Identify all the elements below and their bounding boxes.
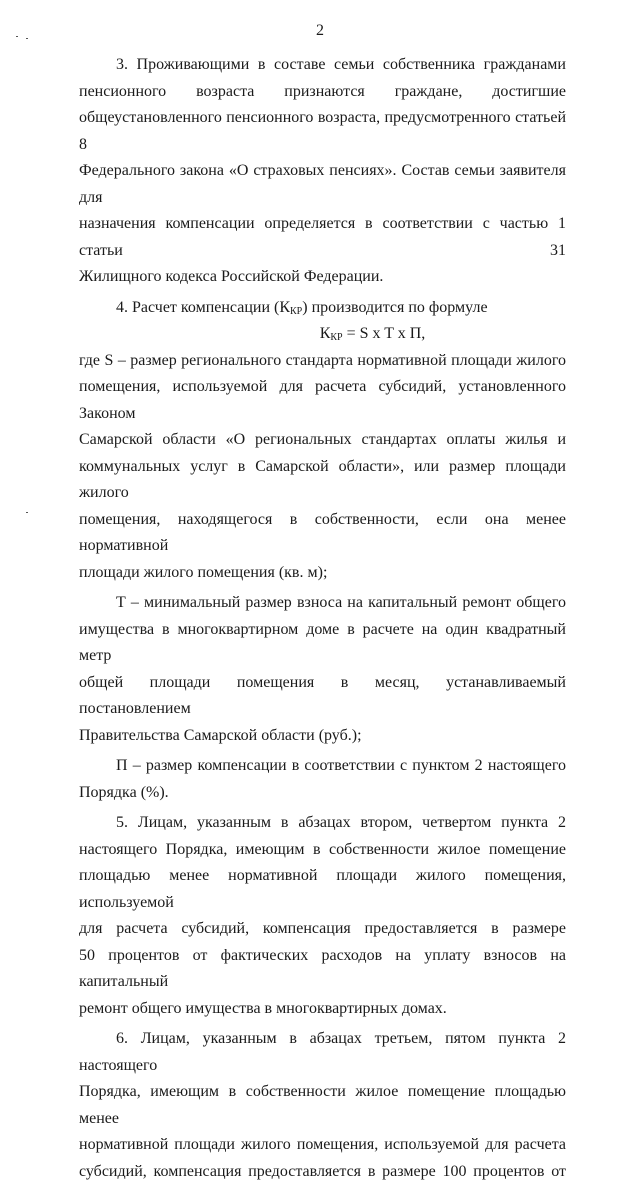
text-line: Федерального закона «О страховых пенсиях». Состав семьи заявителя для [79,158,566,211]
definition-p [79,753,566,806]
paragraph-6 [79,1026,566,1185]
text-line: для расчета субсидий, компенсация предоставляется в размере [79,916,566,943]
formula-intro-text: 4. Расчет компенсации (К [116,299,290,316]
text-line: 6. Лицам, указанным в абзацах третьем, пятом пункта 2 настоящего [79,1026,566,1079]
definition-t [79,590,566,749]
definition-s [79,348,566,587]
text-line: назначения компенсации определяется в соответствии с частью 1 статьи 31 [79,211,566,264]
text-line: ремонт общего имущества в многоквартирных домах. [79,996,566,1023]
text-line: имущества в многоквартирном доме в расчете на один квадратный метр [79,617,566,670]
formula-k: К [320,325,331,342]
text-line: коммунальных услуг в Самарской области», или размер площади жилого [79,454,566,507]
text-line: нормативной площади жилого помещения, используемой для расчета [79,1132,566,1159]
text-line: Порядка (%). [79,780,566,807]
paragraph-3 [79,52,566,291]
formula [79,321,566,348]
formula-intro [79,295,566,322]
page-number: 2 [0,22,640,40]
formula-intro-subscript: КР [290,306,302,317]
text-line: общеустановленного пенсионного возраста, предусмотренного статьей 8 [79,105,566,158]
text-line: площади жилого помещения (кв. м); [79,560,566,587]
text-line: Самарской области «О региональных стандартах оплаты жилья и [79,427,566,454]
text-line: общей площади помещения в месяц, устанавливаемый постановлением [79,670,566,723]
text-line: настоящего Порядка, имеющим в собственности жилое помещение [79,837,566,864]
text-line: Порядка, имеющим в собственности жилое помещение площадью менее [79,1079,566,1132]
formula-intro-end: ) производится по формуле [302,299,487,316]
text-line: Т – минимальный размер взноса на капитальный ремонт общего [79,590,566,617]
text-line: Правительства Самарской области (руб.); [79,723,566,750]
text-line: площадью менее нормативной площади жилого помещения, используемой [79,863,566,916]
text-line: 50 процентов от фактических расходов на уплату взносов на капитальный [79,943,566,996]
text-line: помещения, используемой для расчета субсидий, установленного Законом [79,374,566,427]
text-line: где S – размер регионального стандарта нормативной площади жилого [79,348,566,375]
formula-expression: = S x T x П, [343,325,426,342]
text-line: помещения, находящегося в собственности, если она менее нормативной [79,507,566,560]
text-line: 3. Проживающими в составе семьи собственника гражданами [79,52,566,79]
document-body [79,52,566,1185]
text-line: Жилищного кодекса Российской Федерации. [79,264,566,291]
scan-speck [26,512,28,513]
formula-subscript: КР [330,332,342,343]
text-line: субсидий, компенсация предоставляется в размере 100 процентов от [79,1159,566,1185]
paragraph-4 [79,295,566,348]
text-line: пенсионного возраста признаются граждане, достигшие [79,79,566,106]
paragraph-5 [79,810,566,1022]
text-line: 5. Лицам, указанным в абзацах втором, четвертом пункта 2 [79,810,566,837]
text-line: П – размер компенсации в соответствии с пунктом 2 настоящего [79,753,566,780]
